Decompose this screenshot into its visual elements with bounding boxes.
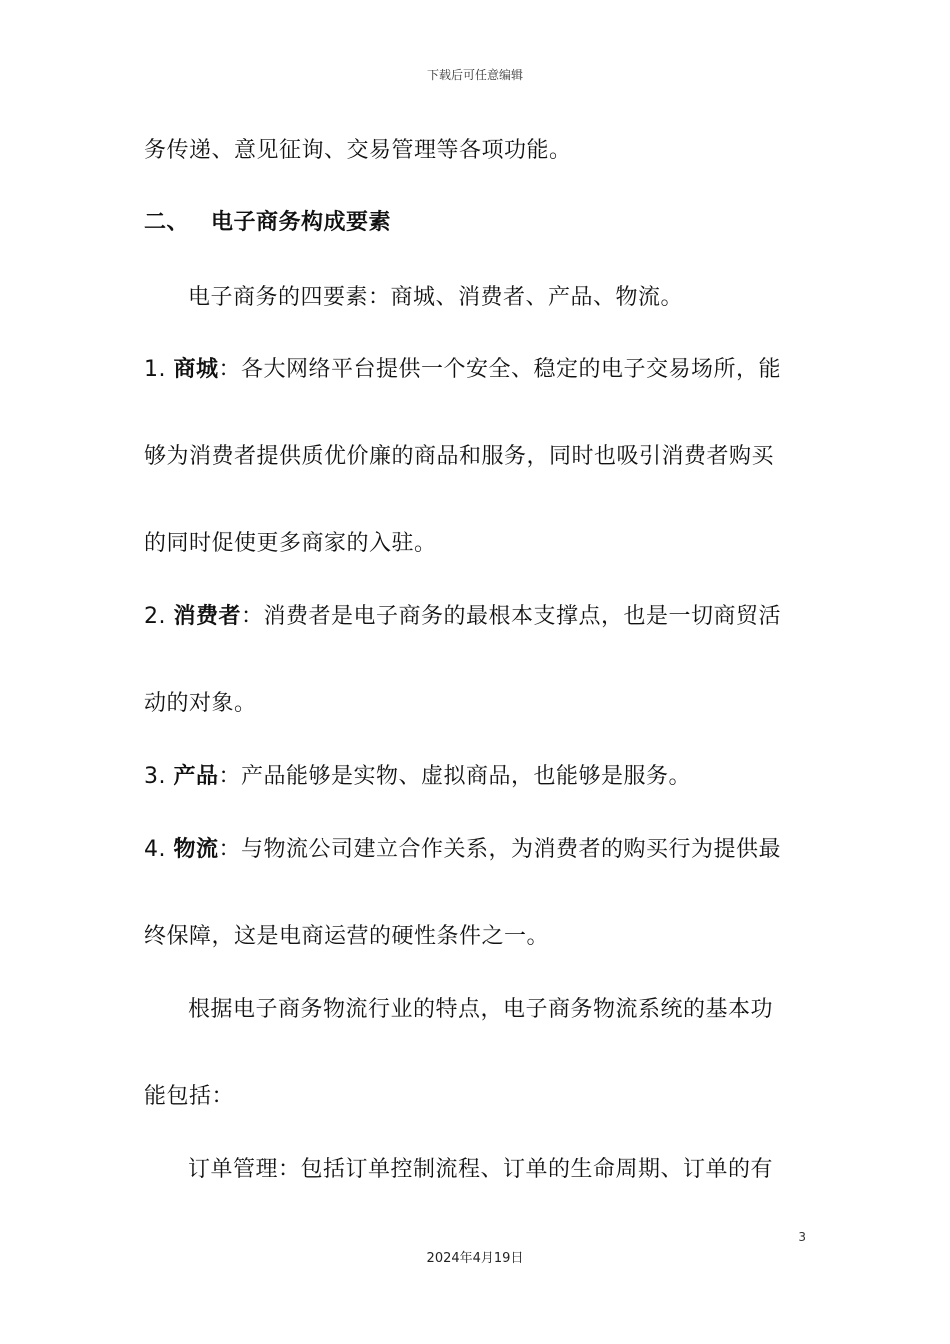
text-line: 动的对象。 [144, 691, 257, 716]
list-item-product [144, 762, 691, 792]
list-term: 商城 [173, 357, 219, 382]
section-title: 电子商务构成要素 [211, 210, 392, 235]
list-number: 3. [144, 764, 174, 789]
text-line: 够为消费者提供质优价廉的商品和服务，同时也吸引消费者购买 [144, 444, 775, 469]
list-text: ：消费者是电子商务的最根本支撑点，也是一切商贸活 [241, 604, 782, 629]
list-item-consumer [144, 602, 781, 632]
section-number: 二、 [144, 210, 190, 235]
footer-date: 2024年4月19日 [426, 1251, 524, 1266]
list-text: ：产品能够是实物、虚拟商品，也能够是服务。 [218, 764, 692, 789]
paragraph-functions: 根据电子商务物流行业的特点，电子商务物流系统的基本功 [188, 997, 774, 1022]
list-number: 2. [144, 604, 174, 629]
list-term: 消费者 [173, 604, 241, 629]
list-text: ：与物流公司建立合作关系，为消费者的购买行为提供最 [218, 837, 782, 862]
list-text: ：各大网络平台提供一个安全、稳定的电子交易场所，能 [218, 357, 782, 382]
list-number: 1. [144, 357, 174, 382]
text-line: 终保障，这是电商运营的硬性条件之一。 [144, 924, 550, 949]
list-term: 物流 [173, 837, 219, 862]
text-line: 能包括： [144, 1084, 235, 1109]
text-line: 的同时促使更多商家的入驻。 [144, 531, 437, 556]
section-heading [144, 208, 391, 238]
list-item-mall [144, 355, 781, 385]
paragraph-order-management: 订单管理：包括订单控制流程、订单的生命周期、订单的有 [188, 1157, 774, 1182]
list-number: 4. [144, 837, 174, 862]
intro-paragraph: 电子商务的四要素：商城、消费者、产品、物流。 [188, 285, 684, 310]
list-term: 产品 [173, 764, 219, 789]
text-line: 务传递、意见征询、交易管理等各项功能。 [144, 138, 572, 163]
list-item-logistics [144, 835, 781, 865]
page-header: 下载后可任意编辑 [426, 68, 523, 82]
page-number: 3 [798, 1230, 806, 1244]
